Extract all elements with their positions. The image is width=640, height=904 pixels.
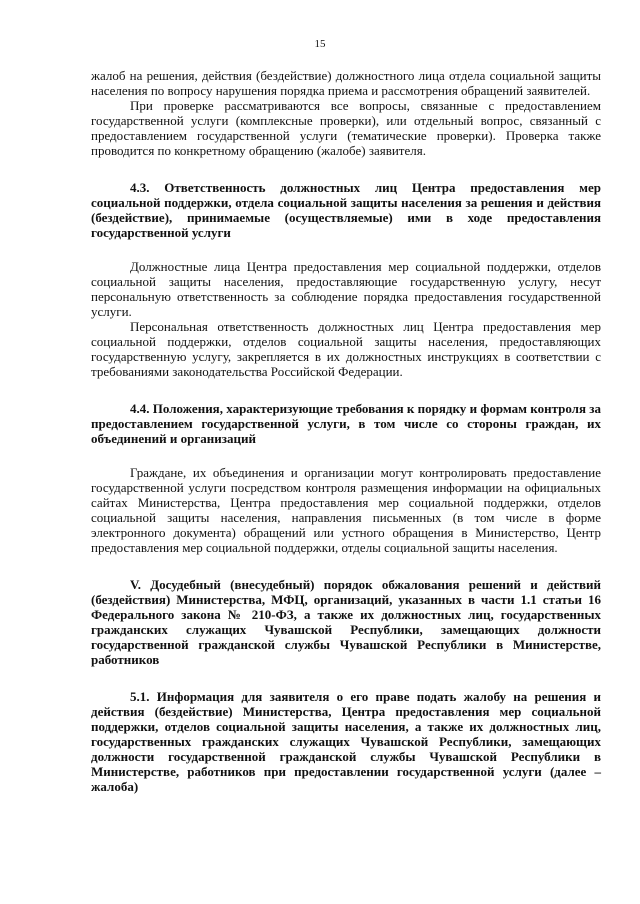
heading-section-v: V. Досудебный (внесудебный) порядок обжалования решений и действий (бездействия) Министерства, МФЦ, организаций, указанных в части 1.1 статьи 16 Федерального закона № 210-ФЗ, а также их должностных лиц, государственных гражданских служащих Чувашской Республики, замещающих должности государственной гражданской службы Чувашской Республики в Министерстве, работников <box>91 577 601 667</box>
page-number: 15 <box>314 38 326 50</box>
page-content <box>91 68 601 794</box>
heading-4-3: 4.3. Ответственность должностных лиц Центра предоставления мер социальной поддержки, отдела социальной защиты населения за решения и действия (бездействие), принимаемые (осуществляемые) ими в ходе предоставления государственной услуги <box>91 180 601 240</box>
paragraph-officials-responsibility: Должностные лица Центра предоставления мер социальной поддержки, отделов социальной защиты населения, предоставляющие государственную услугу, несут персональную ответственность за соблюдение порядка предоставления государственной услуги. <box>91 259 601 319</box>
paragraph-complaints-continued: жалоб на решения, действия (бездействие) должностного лица отдела социальной защиты населения по вопросу нарушения порядка приема и рассмотрения обращений заявителей. <box>91 68 601 98</box>
paragraph-personal-responsibility: Персональная ответственность должностных лиц Центра предоставления мер социальной поддержки, отделов социальной защиты населения, предоставляющих государственную услугу, закрепляется в их должностных инструкциях в соответствии с требованиями законодательства Российской Федерации. <box>91 319 601 379</box>
paragraph-inspection-scope: При проверке рассматриваются все вопросы, связанные с предоставлением государственной услуги (комплексные проверки), или отдельный вопрос, связанный с предоставлением государственной услуги (тематические проверки). Проверка также проводится по конкретному обращению (жалобе) заявителя. <box>91 98 601 158</box>
heading-4-4: 4.4. Положения, характеризующие требования к порядку и формам контроля за предоставлением государственной услуги, в том числе со стороны граждан, их объединений и организаций <box>91 401 601 446</box>
paragraph-citizens-control: Граждане, их объединения и организации могут контролировать предоставление государственной услуги посредством контроля размещения информации на официальных сайтах Министерства, Центра предоставления мер социальной поддержки, отделов социальной защиты населения, направления письменных (в том числе в форме электронного документа) обращений или устного обращения в Министерство, Центр предоставления мер социальной поддержки, отделы социальной защиты населения. <box>91 465 601 555</box>
heading-5-1: 5.1. Информация для заявителя о его праве подать жалобу на решения и действия (бездействие) Министерства, Центра предоставления мер социальной поддержки, отделов социальной защиты населения, а также их должностных лиц, государственных гражданских служащих Чувашской Республики, замещающих должности государственной гражданской службы Чувашской Республики в Министерстве, работников при предоставлении государственной услуги (далее – жалоба) <box>91 689 601 794</box>
